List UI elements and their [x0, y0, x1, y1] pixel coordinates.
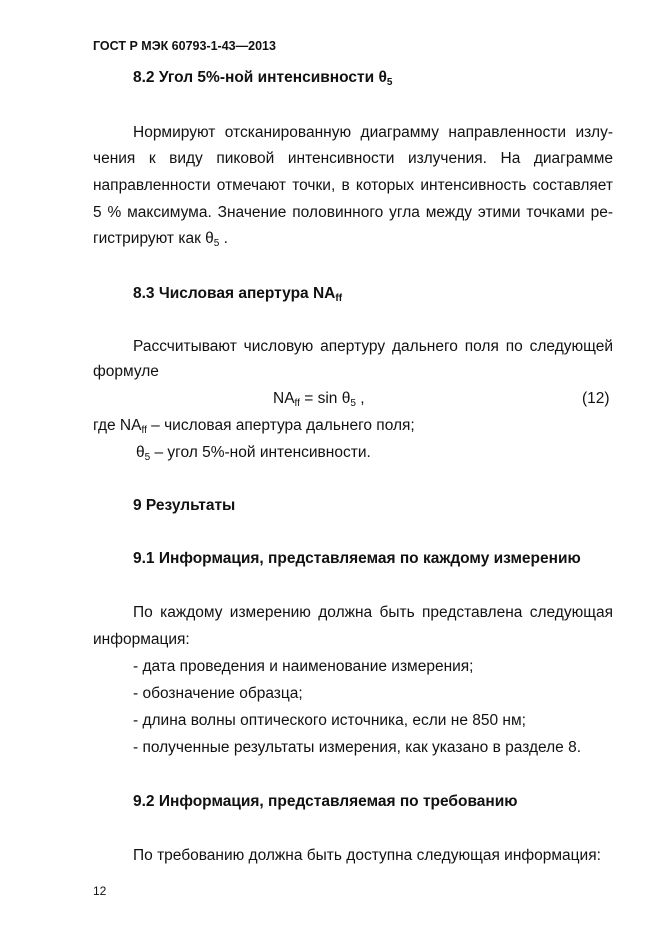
paragraph-line: формуле	[93, 363, 159, 380]
list-item: - обозначение образца;	[133, 685, 303, 702]
line-end: .	[219, 230, 228, 247]
section-9-2-heading: 9.2 Информация, представляемая по требованию	[133, 793, 518, 810]
legend-line	[136, 445, 371, 463]
formula	[273, 391, 365, 409]
paragraph-line: направленности отмечают точки, в которых интенсивность составляет	[93, 177, 613, 194]
list-item: - полученные результаты измерения, как указано в разделе 8.	[133, 739, 582, 756]
list-item: - дата проведения и наименование измерения;	[133, 658, 474, 675]
formula-rhs: = sin θ	[299, 390, 351, 407]
paragraph-line: чения к виду пиковой интенсивности излучения. На диаграмме	[93, 150, 613, 167]
subscript: ff	[141, 425, 147, 436]
section-number: 8.2	[133, 69, 155, 86]
legend-symbol: θ	[136, 444, 145, 461]
subscript: 5	[144, 452, 151, 463]
section-title: Числовая апертура NA	[158, 285, 336, 302]
formula-tail: ,	[355, 390, 365, 407]
legend-symbol: где NA	[93, 417, 142, 434]
legend-line	[93, 418, 415, 436]
line-text: гистрируют как θ	[93, 230, 214, 247]
legend-description: – числовая апертура дальнего поля;	[146, 417, 415, 434]
paragraph-line: Рассчитывают числовую апертуру дальнего поля по следующей	[133, 338, 613, 355]
subscript: 5	[350, 398, 356, 409]
subscript: 5	[386, 77, 393, 88]
paragraph-line: По требованию должна быть доступна следующая информация:	[133, 847, 601, 864]
paragraph-line: 5 % максимума. Значение половинного угла между этими точками ре-	[93, 204, 613, 221]
paragraph-line: Нормируют отсканированную диаграмму направленности излу-	[133, 124, 613, 141]
equation-number: (12)	[582, 390, 610, 407]
section-8-3-heading	[133, 286, 342, 304]
legend-description: – угол 5%-ной интенсивности.	[150, 444, 371, 461]
section-8-2-heading	[133, 70, 392, 88]
paragraph-line: По каждому измерению должна быть представлена следующая	[133, 604, 613, 621]
subscript: ff	[294, 398, 300, 409]
section-9-heading: 9 Результаты	[133, 497, 236, 514]
section-title: Угол 5%-ной интенсивности θ	[158, 69, 387, 86]
subscript: ff	[335, 293, 343, 304]
paragraph-line	[93, 231, 228, 249]
section-9-1-heading: 9.1 Информация, представляемая по каждому измерению	[133, 550, 581, 567]
formula-lhs: NA	[273, 390, 295, 407]
standard-header: ГОСТ Р МЭК 60793-1-43—2013	[93, 39, 276, 53]
subscript: 5	[213, 238, 220, 249]
paragraph-line: информация:	[93, 631, 190, 648]
list-item: - длина волны оптического источника, если не 850 нм;	[133, 712, 526, 729]
page-number: 12	[93, 884, 107, 898]
section-number: 8.3	[133, 285, 155, 302]
